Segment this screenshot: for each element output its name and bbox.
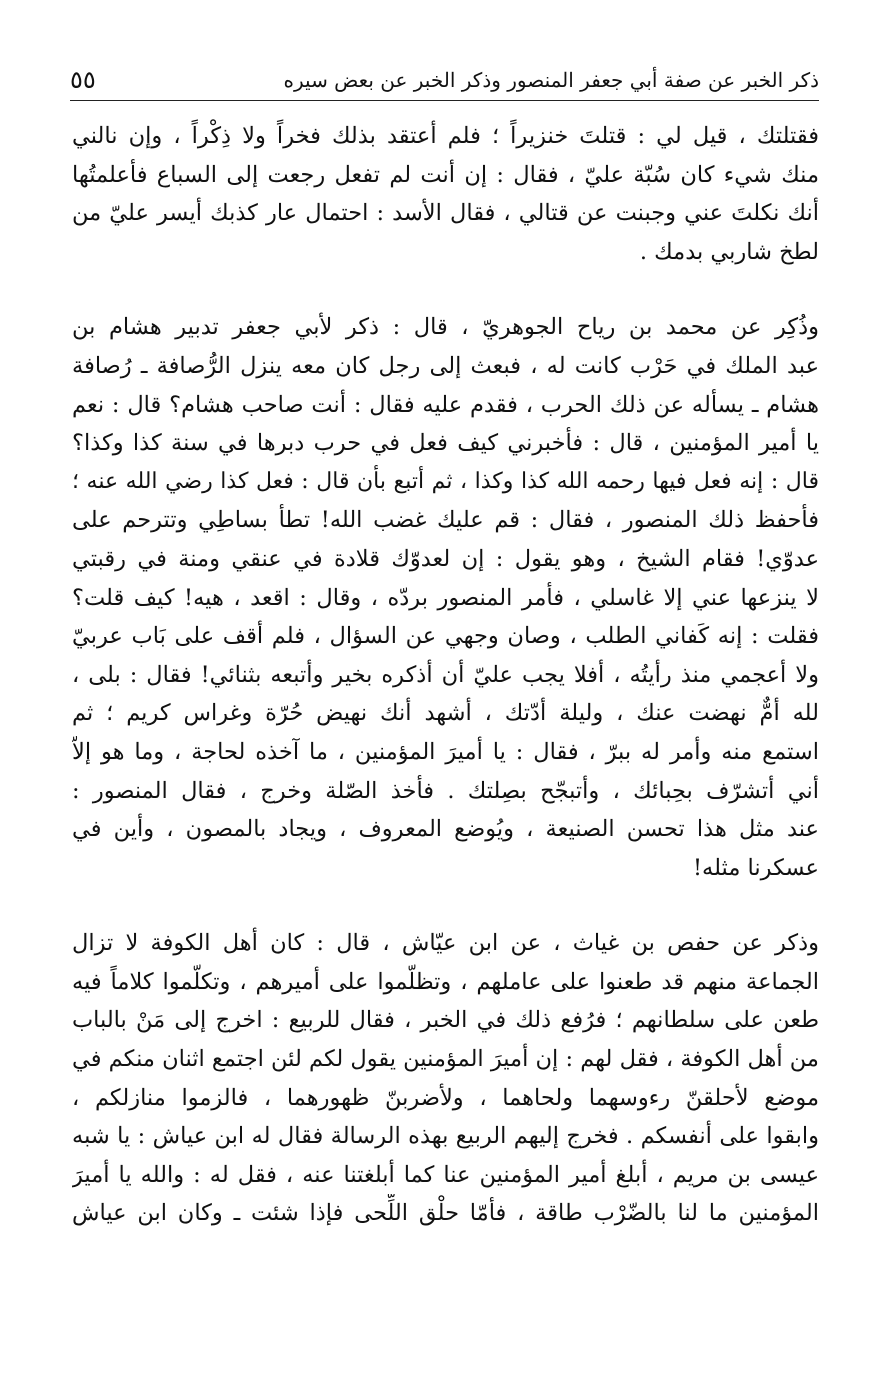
text-line: من أهل الكوفة ، فقل لهم : إن أميرَ المؤمنين يقول لكم لئن اجتمع اثنان منكم في	[72, 1046, 819, 1073]
text-line: عند مثل هذا تحسن الصنيعة ، ويُوضع المعروف ، ويجاد بالمصون ، وأين في	[72, 816, 819, 843]
text-line: استمع منه وأمر له ببرّ ، فقال : يا أميرَ المؤمنين ، ما آخذه لحاجة ، وما هو إلاّ	[72, 738, 819, 765]
text-line: ولا أعجمي منذ رأيتُه ، أفلا يجب عليّ أن أذكره بخير وأتبعه بثنائي! فقال : بلى ،	[72, 661, 819, 688]
running-header	[70, 60, 819, 101]
paragraph-gap	[72, 271, 819, 308]
text-line: لطخ شاربي بدمك .	[639, 238, 819, 265]
paragraph-gap	[72, 887, 819, 924]
text-line: هشام ـ يسأله عن ذلك الحرب ، فقدم عليه فقال : أنت صاحب هشام؟ قال : نعم	[72, 391, 819, 418]
text-line: فأحفظ ذلك المنصور ، فقال : قم عليك غضب الله! تطأ بساطِي وتترحم على	[72, 507, 819, 534]
text-line: منك شيء كان سُبّة عليّ ، فقال : إن أنت لم تفعل رجعت إلى السباع فأعلمتُها	[72, 161, 819, 188]
paragraph-lion-story	[72, 117, 819, 271]
page-number: ٥٥	[70, 66, 96, 94]
header-title: ذكر الخبر عن صفة أبي جعفر المنصور وذكر الخبر عن بعض سيره	[283, 68, 819, 92]
text-line: لله أمٌّ نهضت عنك ، وليلة أدّتك ، أشهد أنك نهيض حُرّة وغراس كريم ؛ ثم	[72, 700, 819, 727]
text-line: أني أتشرّف بحِبائك ، وأتبجّح بصِلتك . فأخذ الصّلة وخرج ، فقال المنصور :	[72, 777, 819, 804]
text-line: فقتلتك ، قيل لي : قتلتَ خنزيراً ؛ فلم أعتقد بذلك فخراً ولا ذِكْراً ، وإن نالني	[72, 123, 819, 149]
text-line: طعن على سلطانهم ؛ فرُفع ذلك في الخبر ، فقال للربيع : اخرج إلى مَنْ بالباب	[72, 1007, 819, 1034]
text-line: عدوّي! فقام الشيخ ، وهو يقول : إن لعدوّك قلادة في عنقي ومنة في رقبتي	[72, 545, 819, 572]
text-line: فقلت : إنه كَفاني الطلب ، وصان وجهي عن السؤال ، فلم أقف على بَاب عربيّ	[72, 623, 819, 650]
text-line: لا ينزعها عني إلا غاسلي ، فأمر المنصور بردّه ، وقال : اقعد ، هيه! كيف قلت؟	[72, 584, 819, 611]
text-line: وذكر عن حفص بن غياث ، عن ابن عيّاش ، قال : كان أهل الكوفة لا تزال	[72, 930, 819, 957]
body-text	[72, 117, 819, 1233]
paragraph-kufa-story	[72, 924, 819, 1233]
text-line: عبد الملك في حَرْب كانت له ، فبعث إلى رجل كان معه ينزل الرُّصافة ـ رُصافة	[72, 352, 819, 379]
text-line: وابقوا على أنفسكم . فخرج إليهم الربيع بهذه الرسالة فقال له ابن عياش : يا شبه	[72, 1123, 819, 1150]
paragraph-hisham-story	[72, 308, 819, 887]
text-line: أنك نكلتَ عني وجبنت عن قتالي ، فقال الأسد : احتمال عار كذبك أيسر عليّ من	[72, 200, 819, 227]
text-line: يا أمير المؤمنين ، قال : فأخبرني كيف فعل في حرب دبرها في سنة كذا وكذا؟	[72, 430, 819, 457]
text-line: الجماعة منهم قد طعنوا على عاملهم ، وتظلّموا على أميرهم ، وتكلّموا كلاماً فيه	[72, 968, 819, 995]
text-line: وذُكِر عن محمد بن رياح الجوهريّ ، قال : ذكر لأبي جعفر تدبير هشام بن	[72, 314, 819, 341]
text-line: عسكرنا مثله!	[692, 854, 819, 881]
text-line: قال : إنه فعل فيها رحمه الله كذا وكذا ، ثم أتبع بأن قال : فعل كذا رضي الله عنه ؛	[72, 468, 819, 494]
text-line: موضع لأحلقنّ رءوسهما ولحاهما ، ولأضربنّ ظهورهما ، فالزموا منازلكم ،	[72, 1084, 819, 1111]
text-line: عيسى بن مريم ، أبلغ أمير المؤمنين عنا كما أبلغتنا عنه ، فقل له : والله يا أميرَ	[72, 1161, 819, 1188]
text-line: المؤمنين ما لنا بالضّرْب طاقة ، فأمّا حلْق اللِّحى فإذا شئت ـ وكان ابن عياش	[72, 1200, 819, 1227]
